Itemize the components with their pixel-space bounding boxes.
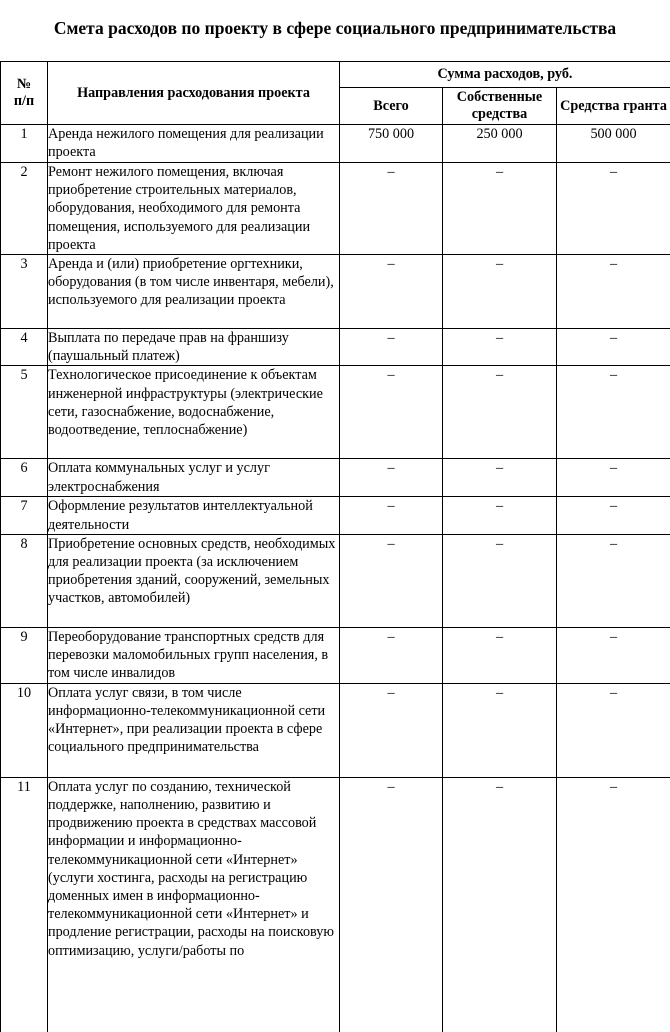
row-grant-funds: – — [557, 255, 670, 329]
row-direction: Переоборудование транспортных средств для перевозки маломобильных групп населения, в том числе инвалидов — [48, 627, 340, 683]
header-sum-group: Сумма расходов, руб. — [340, 62, 670, 88]
page-title: Смета расходов по проекту в сфере социального предпринимательства — [0, 18, 670, 39]
header-number: № п/п — [1, 62, 48, 125]
row-direction: Приобретение основных средств, необходимых для реализации проекта (за исключением приобретения зданий, сооружений, земельных участков, автомобилей) — [48, 534, 340, 627]
row-total: – — [340, 255, 443, 329]
row-own-funds: – — [443, 366, 557, 459]
row-total: – — [340, 497, 443, 534]
row-number: 3 — [1, 255, 48, 329]
row-number: 6 — [1, 459, 48, 497]
table-row — [1, 534, 670, 627]
row-number: 8 — [1, 534, 48, 627]
row-number: 9 — [1, 627, 48, 683]
row-own-funds: – — [443, 163, 557, 255]
expense-table — [0, 61, 670, 1032]
row-total: – — [340, 163, 443, 255]
table-row — [1, 163, 670, 255]
header-total: Всего — [340, 88, 443, 125]
row-number: 7 — [1, 497, 48, 534]
row-direction: Оформление результатов интеллектуальной деятельности — [48, 497, 340, 534]
row-own-funds: – — [443, 683, 557, 777]
row-grant-funds: – — [557, 497, 670, 534]
row-total: – — [340, 459, 443, 497]
row-direction: Оплата услуг по созданию, технической поддержке, наполнению, развитию и продвижению проекта в средствах массовой информации и информационно-телекоммуникационной сети «Интернет» (услуги хостинга, расходы на регистрацию доменных имен в информационно-телекоммуникационной сети «Интернет» и продление регистрации, расходы на поисковую оптимизацию, услуги/работы по — [48, 777, 340, 1032]
row-number: 1 — [1, 125, 48, 163]
table-row — [1, 497, 670, 534]
table-row — [1, 125, 670, 163]
row-direction: Выплата по передаче прав на франшизу (паушальный платеж) — [48, 329, 340, 366]
header-own-funds: Собственные средства — [443, 88, 557, 125]
row-grant-funds: – — [557, 683, 670, 777]
row-number: 5 — [1, 366, 48, 459]
table-row — [1, 255, 670, 329]
row-own-funds: – — [443, 255, 557, 329]
row-grant-funds: 500 000 — [557, 125, 670, 163]
table-row — [1, 459, 670, 497]
row-own-funds: – — [443, 329, 557, 366]
row-grant-funds: – — [557, 329, 670, 366]
table-row — [1, 683, 670, 777]
row-total: 750 000 — [340, 125, 443, 163]
row-own-funds: – — [443, 627, 557, 683]
row-direction: Оплата коммунальных услуг и услуг электроснабжения — [48, 459, 340, 497]
row-number: 10 — [1, 683, 48, 777]
row-total: – — [340, 777, 443, 1032]
row-own-funds: – — [443, 777, 557, 1032]
row-direction: Аренда и (или) приобретение оргтехники, оборудования (в том числе инвентаря, мебели), используемого для реализации проекта — [48, 255, 340, 329]
table-row — [1, 329, 670, 366]
row-grant-funds: – — [557, 534, 670, 627]
row-own-funds: – — [443, 459, 557, 497]
row-grant-funds: – — [557, 627, 670, 683]
row-direction: Ремонт нежилого помещения, включая приобретение строительных материалов, оборудования, необходимого для ремонта помещения, используемого для реализации проекта — [48, 163, 340, 255]
row-grant-funds: – — [557, 459, 670, 497]
row-number: 2 — [1, 163, 48, 255]
table-row — [1, 777, 670, 1032]
row-own-funds: – — [443, 497, 557, 534]
table-row — [1, 627, 670, 683]
row-number: 4 — [1, 329, 48, 366]
row-direction: Аренда нежилого помещения для реализации проекта — [48, 125, 340, 163]
row-total: – — [340, 683, 443, 777]
row-grant-funds: – — [557, 777, 670, 1032]
header-grant-funds: Средства гранта — [557, 88, 670, 125]
row-direction: Оплата услуг связи, в том числе информационно-телекоммуникационной сети «Интернет», при реализации проекта в сфере социального предпринимательства — [48, 683, 340, 777]
row-total: – — [340, 329, 443, 366]
row-own-funds: 250 000 — [443, 125, 557, 163]
table-row — [1, 366, 670, 459]
row-direction: Технологическое присоединение к объектам инженерной инфраструктуры (электрические сети, газоснабжение, водоснабжение, водоотведение, теплоснабжение) — [48, 366, 340, 459]
row-grant-funds: – — [557, 366, 670, 459]
row-number: 11 — [1, 777, 48, 1032]
row-grant-funds: – — [557, 163, 670, 255]
header-direction: Направления расходования проекта — [48, 62, 340, 125]
row-total: – — [340, 366, 443, 459]
row-total: – — [340, 627, 443, 683]
row-total: – — [340, 534, 443, 627]
row-own-funds: – — [443, 534, 557, 627]
